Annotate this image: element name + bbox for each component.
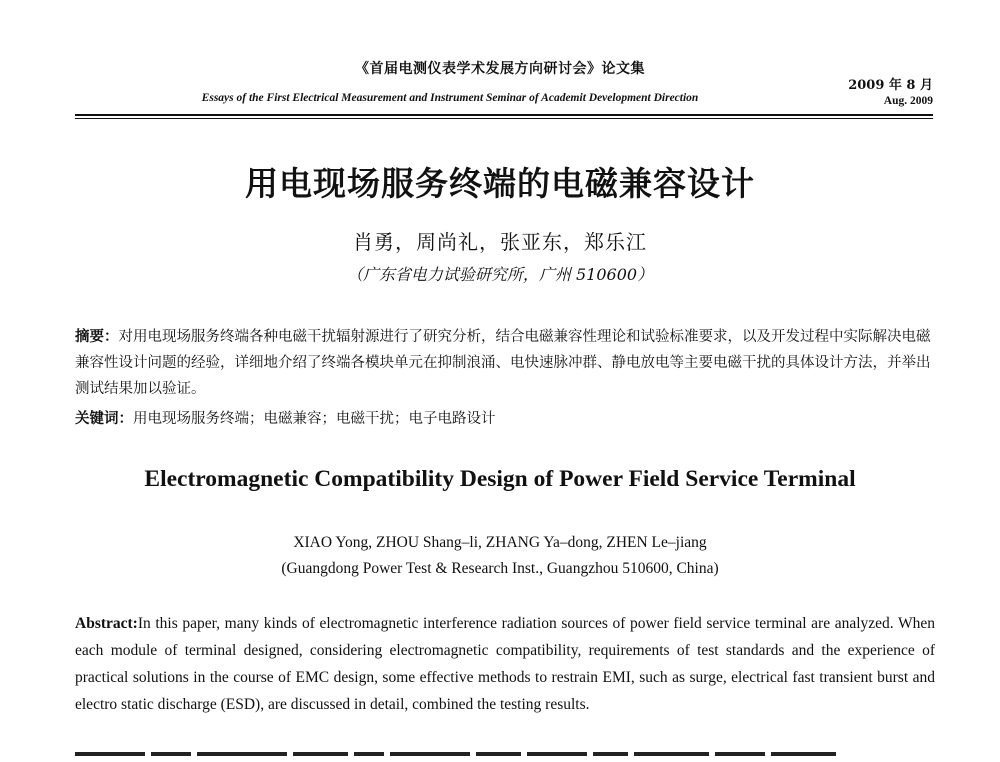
header-rule-thin (75, 118, 933, 119)
abstract-label-cn: 摘要： (75, 328, 119, 345)
header-rule-thick (75, 114, 933, 116)
issue-date-en: Aug. 2009 (883, 95, 933, 107)
clipped-next-line (75, 752, 935, 762)
abstract-text-cn: 对用电现场服务终端各种电磁干扰辐射源进行了研究分析，结合电磁兼容性理论和试验标准要求，以及开发过程中实际解决电磁兼容性设计问题的经验，详细地介绍了终端各模块单元在抑制浪涌、电快速脉冲群、静电放电等主要电磁干扰的具体设计方法，并举出测试结果加以验证。 (75, 329, 931, 397)
abstract-cn (75, 324, 935, 402)
abstract-label-en: Abstract: (75, 615, 138, 632)
paper-title-cn: 用电现场服务终端的电磁兼容设计 (245, 164, 755, 203)
issue-date-cn: 2009 年 8 月 (848, 78, 933, 93)
keywords-cn (75, 406, 935, 432)
keywords-text-cn: 用电现场服务终端；电磁兼容；电磁干扰；电子电路设计 (133, 411, 496, 427)
journal-title-cn: 《首届电测仪表学术发展方向研讨会》论文集 (355, 61, 645, 77)
keywords-label-cn: 关键词： (75, 410, 133, 427)
abstract-en (75, 610, 935, 718)
abstract-text-en: In this paper, many kinds of electromagnetic interference radiation sources of power field service terminal are analyzed. When each module of terminal designed, considering electromagnetic compatibility, requirements of test standards and the experience of practical solutions in the course of EMC design, some effective methods to restrain EMI, such as surge, electrical fast transient burst and electro static discharge (ESD), are discussed in detail, combined the testing results. (75, 615, 935, 713)
paper-title-en: Electromagnetic Compatibility Design of Power Field Service Terminal (144, 466, 856, 492)
journal-title-en: Essays of the First Electrical Measurement and Instrument Seminar of Academit Development Direction (201, 92, 699, 104)
affiliation-cn: （广东省电力试验研究所，广州 510600） (346, 265, 654, 284)
affiliation-en: (Guangdong Power Test & Research Inst., Guangzhou 510600, China) (281, 560, 719, 577)
authors-en: XIAO Yong, ZHOU Shang–li, ZHANG Ya–dong, ZHEN Le–jiang (293, 534, 707, 551)
authors-cn: 肖勇，周尚礼，张亚东，郑乐江 (353, 230, 647, 254)
